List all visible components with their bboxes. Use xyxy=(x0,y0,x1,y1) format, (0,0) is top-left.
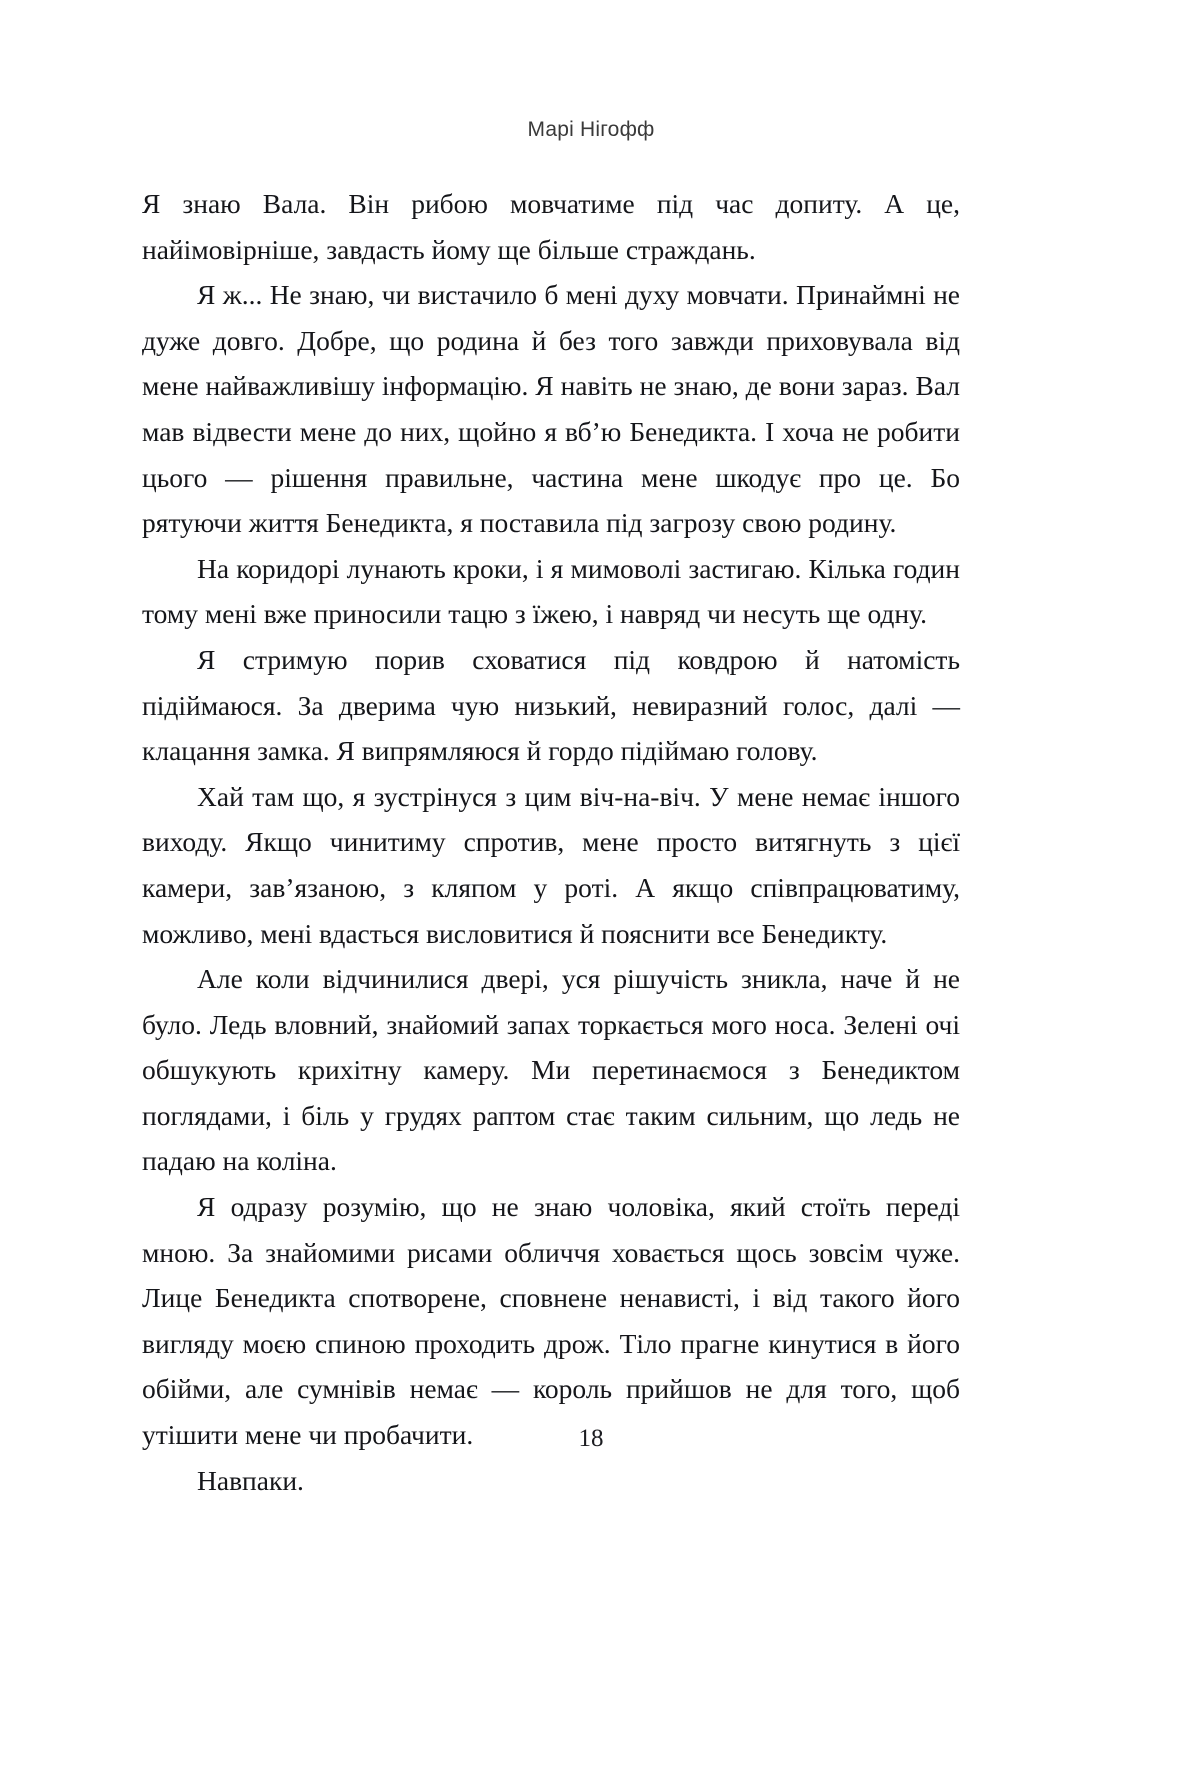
paragraph: Я стримую порив сховатися під ковдрою й натомість підіймаюся. За дверима чую низький, невиразний голос, далі — клацання замка. Я випрямляюся й гордо підіймаю голову. xyxy=(142,643,960,767)
paragraph: Хай там що, я зустрінуся з цим віч-на-віч. У мене немає іншого виходу. Якщо чинитиму спротив, мене просто витягнуть з цієї камери, зав’язаною, з кляпом у роті. А якщо співпрацюватиму, можливо, мені вдасться висловитися й пояснити все Бенедикту. xyxy=(142,780,960,949)
paragraph: Я ж... Не знаю, чи вистачило б мені духу мовчати. Принаймні не дуже довго. Добре, що родина й без того завжди приховувала від мене найважливішу інформацію. Я навіть не знаю, де вони зараз. Вал мав відвести мене до них, щойно я вб’ю Бенедикта. І хоча не робити цього — рішення правильне, частина мене шкодує про це. Бо рятуючи життя Бенедикта, я поставила під загрозу свою родину. xyxy=(142,279,960,539)
paragraph: Я знаю Вала. Він рибою мовчатиме під час допиту. А це, найімовірніше, завдасть йому ще більше страждань. xyxy=(142,188,960,265)
paragraph: Навпаки. xyxy=(197,1464,304,1496)
paragraph: Я одразу розумію, що не знаю чоловіка, який стоїть переді мною. За знайомими рисами обличчя ховається щось зовсім чуже. Лице Бенедикта спотворене, сповнене ненависті, і від такого його вигляду моєю спиною проходить дрож. Тіло прагне кинутися в його обійми, але сумнівів немає — король прийшов не для того, щоб утішити мене чи пробачити. xyxy=(142,1191,960,1451)
running-header: Марі Нігофф xyxy=(527,118,655,141)
paragraph: Але коли відчинилися двері, уся рішучість зникла, наче й не було. Ледь вловний, знайомий запах торкається мого носа. Зелені очі обшукують крихітну камеру. Ми перетинаємося з Бенедиктом поглядами, і біль у грудях раптом стає таким сильним, що ледь не падаю на коліна. xyxy=(142,963,960,1177)
page-number: 18 xyxy=(578,1425,604,1452)
body-text-block xyxy=(142,181,960,1503)
paragraph: На коридорі лунають кроки, і я мимоволі застигаю. Кілька годин тому мені вже приносили тацю з їжею, і навряд чи несуть ще одну. xyxy=(142,552,960,630)
